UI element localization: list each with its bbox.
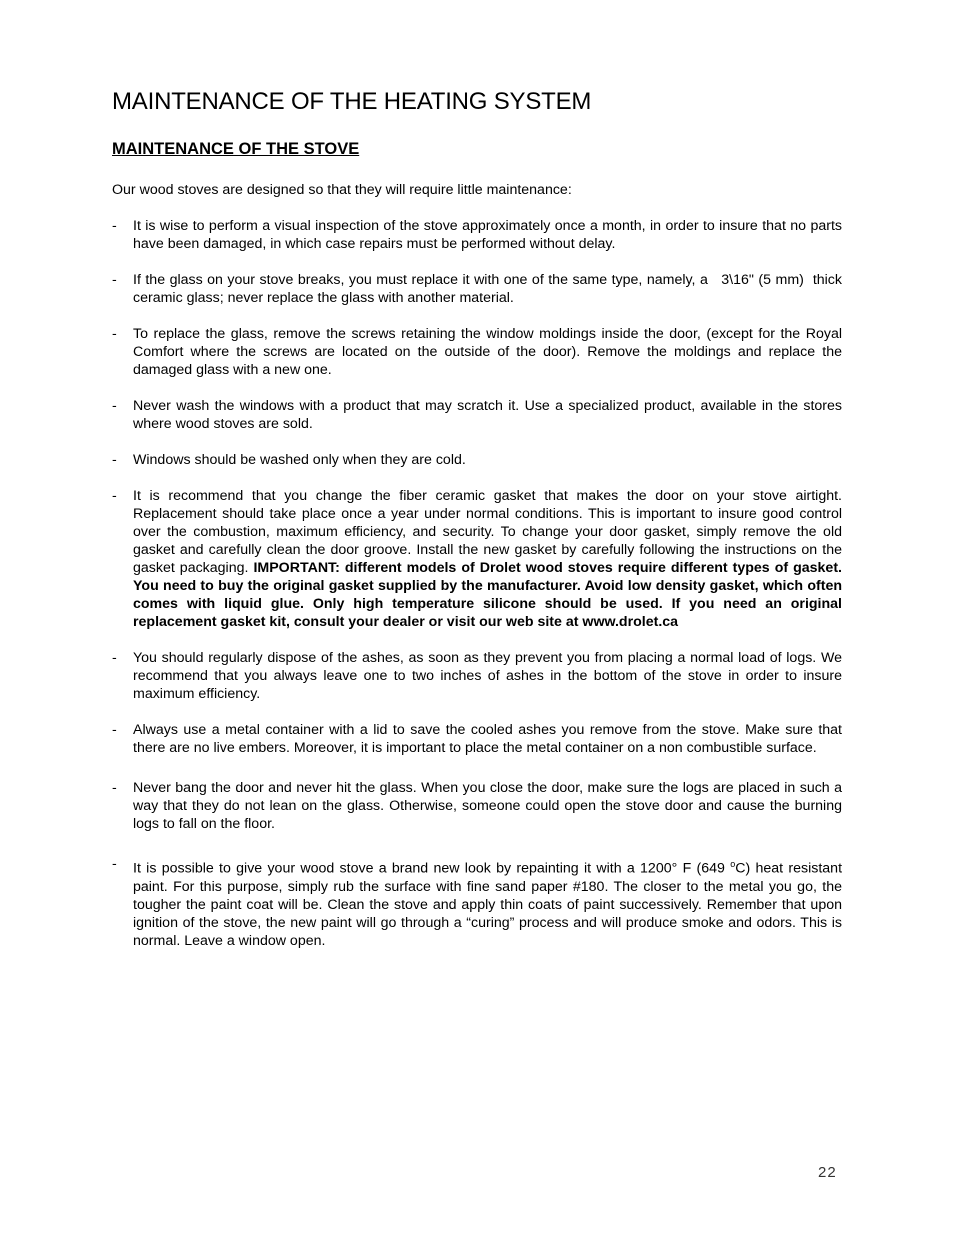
list-item: [112, 217, 842, 253]
bullet-dash: -: [112, 218, 117, 234]
list-item: [112, 721, 842, 757]
bullet-dash: -: [112, 452, 117, 468]
list-item-text: It is wise to perform a visual inspection of the stove approximately once a month, in order to insure that no parts have been damaged, in which case repairs must be performed without delay.: [133, 218, 842, 252]
list-item-text: You should regularly dispose of the ashes, as soon as they prevent you from placing a normal load of logs. We recommend that you always leave one to two inches of ashes in the bottom of the stove in order to insure maximum efficiency.: [133, 650, 842, 702]
list-item-text: To replace the glass, remove the screws retaining the window moldings inside the door, (except for the Royal Comfort where the screws are located on the outside of the door). Remove the moldings and replace the damaged glass with a new one.: [133, 326, 842, 378]
bullet-dash: -: [112, 856, 117, 872]
bullet-dash: -: [112, 398, 117, 414]
list-item-text: F (649: [677, 860, 731, 877]
list-item: [112, 397, 842, 433]
intro-paragraph: Our wood stoves are designed so that they will require little maintenance:: [112, 182, 572, 198]
list-item: [112, 325, 842, 379]
section-title: MAINTENANCE OF THE STOVE: [112, 140, 360, 158]
page-number: 22: [818, 1164, 837, 1181]
list-item-text: Never wash the windows with a product that may scratch it. Use a specialized product, available in the stores where wood stoves are sold.: [133, 398, 842, 432]
bullet-dash: -: [112, 780, 117, 796]
list-item-text: If the glass on your stove breaks, you must replace it with one of the same type, namely, a 3\16" (5 mm) thick ceramic glass; never replace the glass with another material.: [133, 272, 846, 306]
important-notice: IMPORTANT: different models of Drolet wood stoves require different types of gasket. You need to buy the original gasket supplied by the manufacturer. Avoid low density gasket, which often comes with liquid glue. Only high temperature silicone should be used. If you need an original replacement gasket kit, consult your dealer or visit our web site at www.drolet.ca: [133, 560, 842, 630]
list-item: [112, 487, 842, 631]
list-item-text: It is possible to give your wood stove a brand new look by repainting it with a 1200: [133, 860, 672, 877]
document-page: [112, 86, 846, 950]
list-item: [112, 271, 846, 307]
bullet-dash: -: [112, 488, 117, 504]
maintenance-list: [112, 217, 846, 950]
list-item-text: Windows should be washed only when they are cold.: [133, 452, 466, 468]
list-item: [112, 779, 842, 833]
list-item-text: Always use a metal container with a lid to save the cooled ashes you remove from the stove. Make sure that there are no live embers. Moreover, it is important to place the metal container on a non combustible surface.: [133, 722, 842, 756]
list-item: [112, 855, 842, 950]
bullet-dash: -: [112, 650, 117, 666]
list-item-text: Never bang the door and never hit the glass. When you close the door, make sure the logs are placed in such a way that they do not lean on the glass. Otherwise, someone could open the stove door and cause the burning logs to fall on the floor.: [133, 780, 842, 832]
degree-superscript: o: [730, 859, 736, 869]
list-item: [112, 451, 842, 469]
bullet-dash: -: [112, 272, 117, 288]
bullet-dash: -: [112, 722, 117, 738]
bullet-dash: -: [112, 326, 117, 342]
list-item: [112, 649, 842, 703]
list-item-text: C) heat resistant paint. For this purpose, simply rub the surface with fine sand paper #180. The closer to the metal you go, the tougher the paint coat will be. Clean the stove and apply thin coats of paint successively. Remember that upon ignition of the stove, the new paint will go through a “curing” process and will produce smoke and odors. This is normal. Leave a window open.: [133, 860, 843, 949]
degree-symbol: °: [671, 860, 678, 877]
list-item-text: It is recommend that you change the fiber ceramic gasket that makes the door on your stove airtight. Replacement should take place once a year under normal conditions. This is important to insure good control over the combustion, maximum efficiency, and security. To change your door gasket, simply remove the old gasket and carefully clean the door groove. Install the new gasket by carefully following the instructions on the gasket packaging.: [133, 488, 842, 576]
page-title: MAINTENANCE OF THE HEATING SYSTEM: [112, 88, 592, 115]
